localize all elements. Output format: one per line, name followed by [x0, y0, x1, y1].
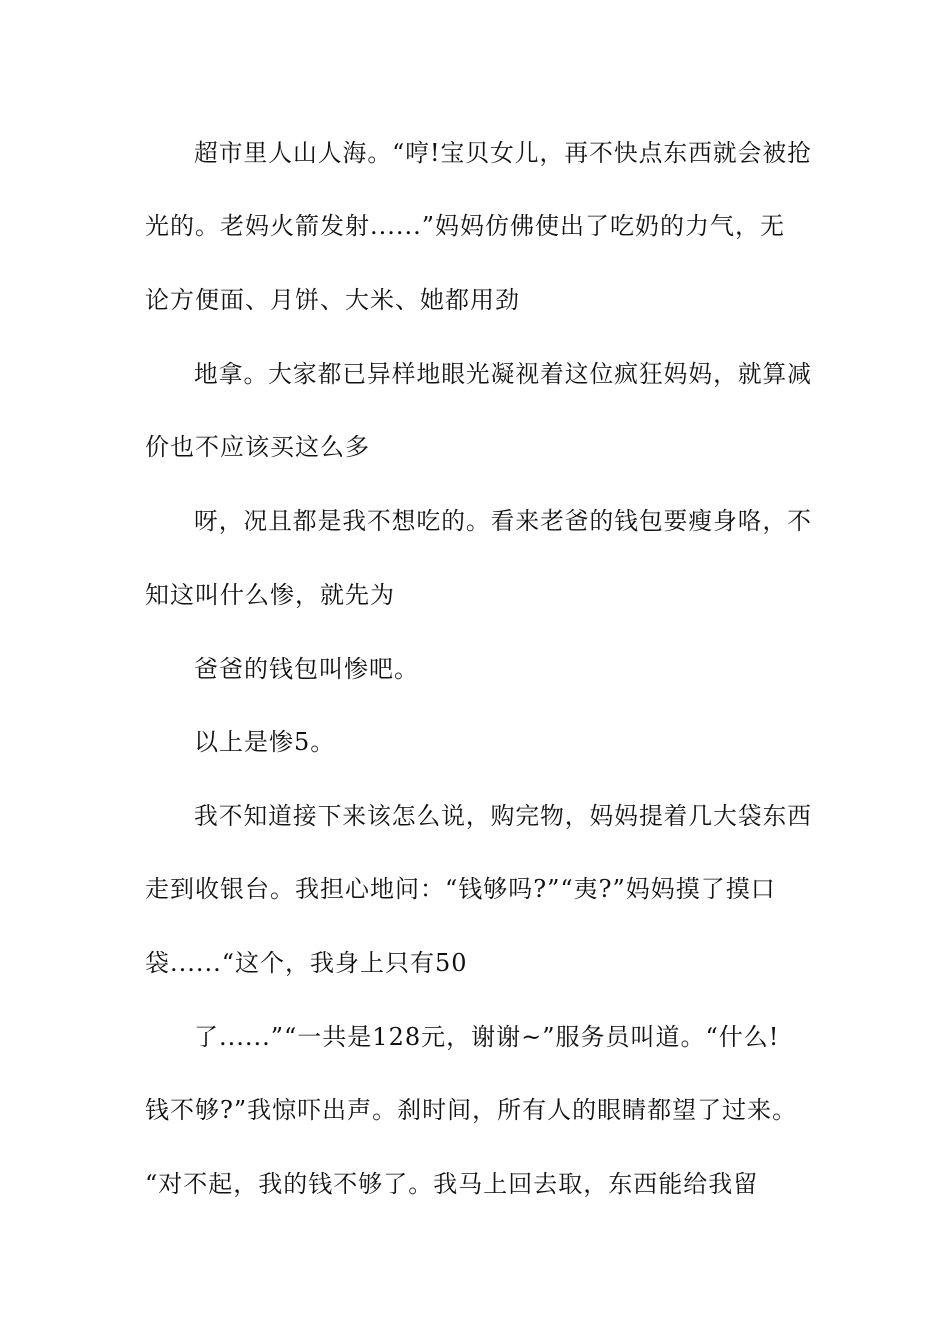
text-line: 价也不应该买这么多	[145, 433, 370, 461]
text-line: 了......”“一共是128元，谢谢~”服务员叫道。“什么!	[194, 1023, 780, 1051]
text-line: 走到收银台。我担心地问：“钱够吗?”“夷?”妈妈摸了摸口	[145, 875, 776, 903]
text-line: 知这叫什么惨，就先为	[145, 581, 395, 609]
text-line: 光的。老妈火箭发射......”妈妈仿佛使出了吃奶的力气，无	[145, 212, 786, 240]
text-line: 论方便面、月饼、大米、她都用劲	[145, 286, 520, 314]
text-line: 呀，况且都是我不想吃的。看来老爸的钱包要瘦身咯，不	[194, 507, 812, 535]
text-line: 我不知道接下来该怎么说，购完物，妈妈提着几大袋东西	[194, 802, 812, 830]
text-line: 以上是惨5。	[194, 728, 336, 756]
text-line: 爸爸的钱包叫惨吧。	[194, 655, 419, 683]
text-line: 钱不够?”我惊吓出声。刹时间，所有人的眼睛都望了过来。	[145, 1096, 798, 1124]
text-line: 地拿。大家都已异样地眼光凝视着这位疯狂妈妈，就算减	[194, 360, 812, 388]
text-line: “对不起，我的钱不够了。我马上回去取，东西能给我留	[145, 1170, 759, 1198]
text-line: 袋......“这个，我身上只有50	[145, 949, 468, 977]
text-line: 超市里人山人海。“哼!宝贝女儿，再不快点东西就会被抢	[194, 139, 812, 167]
